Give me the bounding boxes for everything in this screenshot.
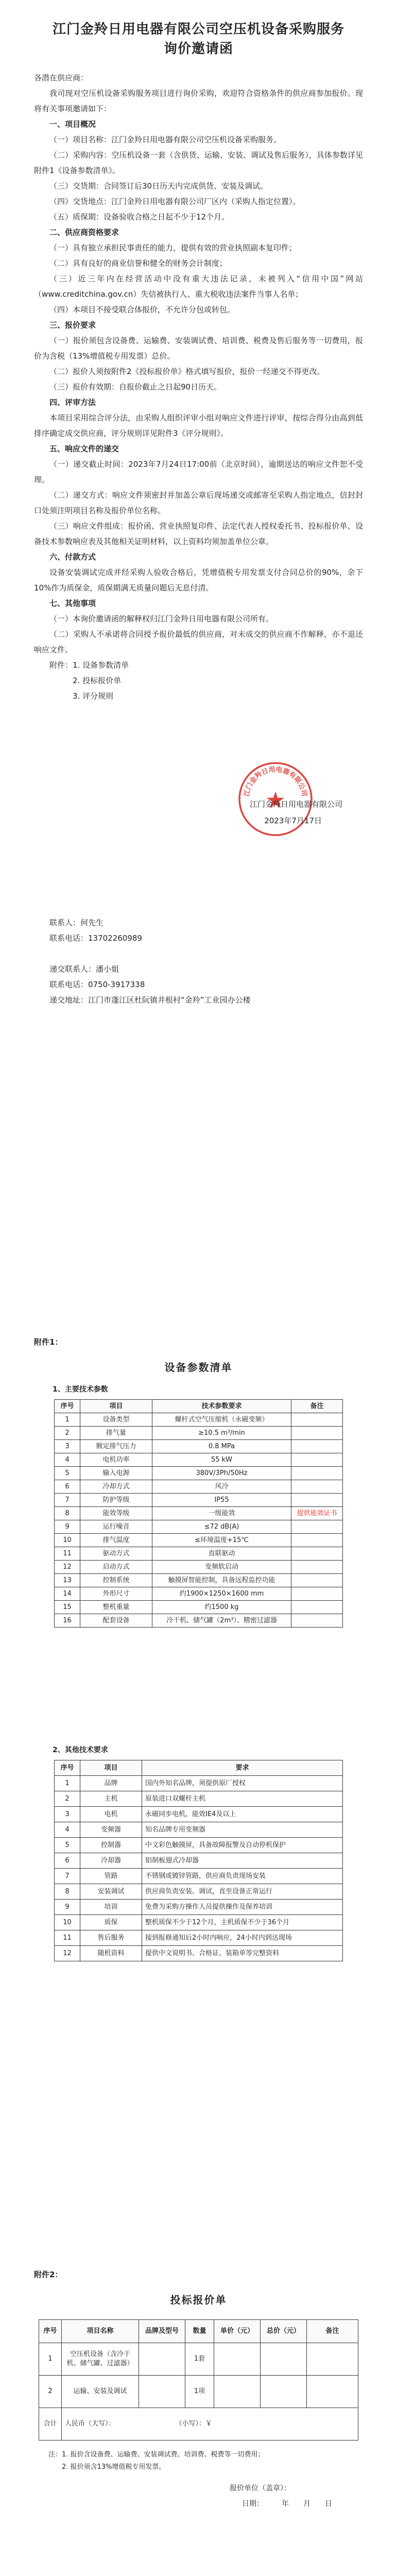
table-cell — [291, 1413, 343, 1427]
table-row — [55, 1822, 343, 1838]
table-cell: 输入电源 — [80, 1467, 152, 1480]
table-cell: 国内外知名品牌，须提供原厂授权 — [142, 1776, 343, 1791]
table-head — [55, 1760, 343, 1776]
attachment-item: 3. 评分规则 — [73, 691, 114, 701]
table-row — [55, 1427, 343, 1440]
table-cell: 8 — [55, 1507, 80, 1520]
table-header-cell: 序号 — [55, 1760, 80, 1776]
letter-body — [34, 86, 363, 657]
table-cell: 4 — [55, 1453, 80, 1467]
note-line: 注：1. 报价含设备费、运输费、安装调试费、培训费、税费等一切费用； — [48, 2451, 265, 2459]
table-cell: 接到报修通知后2小时内响应，24小时内到达现场 — [142, 1930, 343, 1946]
table-cell: 触摸屏智能控制，具备远程监控功能 — [152, 1574, 291, 1587]
table-cell: 0.8 MPa — [152, 1440, 291, 1453]
table-header-cell: 品牌及型号 — [139, 2320, 185, 2343]
table-cell: 10 — [55, 1915, 80, 1930]
table-cell: 1套 — [185, 2343, 214, 2376]
table-cell: 排气温度 — [80, 1534, 152, 1547]
table-cell: 培训 — [80, 1900, 142, 1915]
paragraph: （一）报价须包含设备费、运输费、安装调试费、培训费、税费及售后服务等一切费用，报价为含税（13%增值税专用发票）总价。 — [34, 336, 363, 361]
table-cell: 免费为采购方操作人员提供操作及保养培训 — [142, 1900, 343, 1915]
table-header-cell: 要求 — [142, 1760, 343, 1776]
annex-1-page — [0, 1334, 397, 1628]
table-cell: 7 — [55, 1494, 80, 1507]
table-row — [55, 1614, 343, 1628]
table-cell: 永磁同步电机，能效IE4及以上 — [142, 1807, 343, 1822]
paragraph: （三）报价有效期：自报价截止之日起90日历天。 — [49, 382, 222, 392]
paragraph: （三）响应文件组成：报价函、营业执照复印件、法定代表人授权委托书、投标报价单、设备技术参数响应表及其他相关证明材料，以上资料均须加盖单位公章。 — [34, 521, 363, 546]
table-row — [55, 1791, 343, 1807]
issuer-name: 江门金羚日用电器有限公司 — [249, 800, 342, 809]
table-row — [55, 1494, 343, 1507]
note-line: 2. 报价须含13%增值税专用发票。 — [48, 2463, 166, 2471]
issue-date: 2023年7月17日 — [264, 816, 322, 825]
table-cell: 电机功率 — [80, 1453, 152, 1467]
table-cell: 变频器 — [80, 1822, 142, 1838]
table-cell: 约1500 kg — [152, 1601, 291, 1614]
paragraph: （四）本项目不接受联合体报价，不允许分包或转包。 — [49, 305, 235, 314]
table-header-cell: 数量 — [185, 2320, 214, 2343]
table-header-cell: 技术参数要求 — [152, 1400, 291, 1413]
table-cell: 电机 — [80, 1807, 142, 1822]
table-cell: ≤环境温度+15℃ — [152, 1534, 291, 1547]
table-cell: 380V/3Ph/50Hz — [152, 1467, 291, 1480]
table-cell: 1项 — [185, 2376, 214, 2408]
section-subtitle: 1、主要技术参数 — [53, 1385, 108, 1394]
section-heading: 七、其他事项 — [49, 599, 96, 608]
table-cell: 中文彩色触摸屏，具备故障报警及自动停机保护 — [142, 1838, 343, 1853]
quotation-signature — [34, 2481, 332, 2512]
document-title — [34, 20, 363, 59]
table-cell — [261, 2343, 307, 2376]
table-cell — [307, 2376, 358, 2408]
table-cell — [307, 2343, 358, 2376]
table-cell: 能效等级 — [80, 1507, 152, 1520]
table-cell: 直联驱动 — [152, 1547, 291, 1561]
table-row — [55, 1869, 343, 1884]
table-row — [55, 1561, 343, 1574]
table-cell — [214, 2343, 261, 2376]
table-header-cell: 项目 — [80, 1760, 142, 1776]
table-head — [39, 2320, 358, 2343]
table-row — [55, 1807, 343, 1822]
table-cell: 12 — [55, 1946, 80, 1961]
table-cell: 10 — [55, 1534, 80, 1547]
paragraph: （二）采购人不承诺将合同授予报价最低的供应商，对未成交的供应商不作解释，亦不退还响应文件。 — [34, 630, 363, 654]
annex-2-page — [0, 2267, 397, 2512]
contact-group — [34, 915, 363, 946]
annex-1-continued — [0, 1736, 397, 1961]
table-cell: 一级能效 — [152, 1507, 291, 1520]
annex-title: 投标报价单 — [170, 2294, 227, 2306]
table-cell — [291, 1561, 343, 1574]
section-subtitle: 2、其他技术要求 — [53, 1746, 108, 1754]
table-row — [39, 2343, 358, 2376]
paragraph: （二）采购内容：空压机设备一套（含供货、运输、安装、调试及售后服务），具体参数详见附件1《设备参数清单》。 — [34, 150, 363, 175]
table-row — [55, 1534, 343, 1547]
table-row — [55, 1915, 343, 1930]
paragraph: （三）近三年内在经营活动中没有重大违法记录，未被列入“信用中国”网站（www.creditchina.gov.cn）失信被执行人、重大税收违法案件当事人名单； — [34, 274, 363, 299]
attachments — [34, 657, 363, 704]
table-row — [55, 1467, 343, 1480]
table-cell: 空压机设备（含冷干机、储气罐、过滤器） — [62, 2343, 139, 2376]
table-cell: 冷却方式 — [80, 1480, 152, 1494]
table-cell: 13 — [55, 1574, 80, 1587]
paragraph: （三）交货期：合同签订后30日历天内完成供货、安装及调试。 — [49, 181, 268, 191]
table-cell: 防护等级 — [80, 1494, 152, 1507]
table-cell: 随机资料 — [80, 1946, 142, 1961]
table-cell: 主机 — [80, 1791, 142, 1807]
table-cell: 提供中文说明书、合格证、装箱单等完整资料 — [142, 1946, 343, 1961]
total-row — [39, 2408, 358, 2441]
table-cell: 2 — [55, 1791, 80, 1807]
quotation-notes — [48, 2449, 363, 2473]
table-cell: 冷干机、储气罐（2m³）、精密过滤器 — [152, 1614, 291, 1628]
table-cell: 售后服务 — [80, 1930, 142, 1946]
table-header-cell: 序号 — [39, 2320, 62, 2343]
table-cell: 变频软启动 — [152, 1561, 291, 1574]
table-cell: 9 — [55, 1520, 80, 1534]
table-cell — [291, 1427, 343, 1440]
table-cell: 螺杆式空气压缩机（永磁变频） — [152, 1413, 291, 1427]
paragraph: （一）具有独立承担民事责任的能力，提供有效的营业执照副本复印件； — [49, 243, 297, 252]
section-heading: 六、付款方式 — [49, 552, 96, 562]
table-cell — [291, 1601, 343, 1614]
attachment-item: 2. 投标报价单 — [73, 676, 122, 685]
table-row — [55, 1453, 343, 1467]
table-header-row — [55, 1400, 343, 1413]
title-line-2: 询价邀请函 — [163, 41, 233, 57]
table-cell — [291, 1494, 343, 1507]
table-cell: 1 — [39, 2343, 62, 2376]
table-cell: 12 — [55, 1561, 80, 1574]
section-heading: 二、供应商资格要求 — [49, 228, 119, 237]
table-cell: 知名品牌专用变频器 — [142, 1822, 343, 1838]
table-cell: 管路 — [80, 1869, 142, 1884]
table-cell: ≤72 dB(A) — [152, 1520, 291, 1534]
quotation-table — [39, 2319, 358, 2441]
table-cell — [291, 1520, 343, 1534]
table-cell: 8 — [55, 1884, 80, 1900]
seal-text: 江门金羚日用电器有限公司 — [243, 766, 308, 798]
table-cell: 冷却器 — [80, 1853, 142, 1869]
table-cell: 55 kW — [152, 1453, 291, 1467]
paragraph: （二）具有良好的商业信誉和健全的财务会计制度； — [49, 259, 228, 268]
paragraph: 我司现对空压机设备采购服务项目进行询价采购，欢迎符合资格条件的供应商参加报价。现将有关事项邀请如下： — [34, 89, 363, 113]
table-row — [55, 1520, 343, 1534]
table-cell — [291, 1534, 343, 1547]
paragraph: 设备安装调试完成并经采购人验收合格后，凭增值税专用发票支付合同总价的90%，余下10%作为质保金，质保期满无质量问题后无息付清。 — [34, 568, 363, 592]
table-cell: 原装进口双螺杆主机 — [142, 1791, 343, 1807]
section-heading: 三、报价要求 — [49, 320, 96, 330]
table-cell: ≥10.5 m³/min — [152, 1427, 291, 1440]
total-label: 合计 — [39, 2408, 62, 2441]
table-row — [55, 1587, 343, 1601]
table-cell: 运输、安装及调试 — [62, 2376, 139, 2408]
table-cell: 控制系统 — [80, 1574, 152, 1587]
table-cell: 9 — [55, 1900, 80, 1915]
table-cell — [261, 2376, 307, 2408]
table-row — [55, 1440, 343, 1453]
table-cell: 供应商负责安装、调试，直至设备正常运行 — [142, 1884, 343, 1900]
table-header-cell: 项目 — [80, 1400, 152, 1413]
table-head — [55, 1400, 343, 1413]
table-cell: 风冷 — [152, 1480, 291, 1494]
total-amount: 人民币（大写）： （小写）：￥ — [62, 2408, 358, 2441]
attachment-item: 1. 设备参数清单 — [73, 660, 129, 670]
paragraph: （四）交货地点：江门金羚日用电器有限公司厂区内（采购人指定位置）。 — [49, 197, 301, 206]
section-heading: 一、项目概况 — [49, 120, 96, 129]
table-cell: 15 — [55, 1601, 80, 1614]
table-cell: 6 — [55, 1853, 80, 1869]
table-cell: IP55 — [152, 1494, 291, 1507]
table-cell: 配套设备 — [80, 1614, 152, 1628]
paragraph: （一）本询价邀请函的解释权归江门金羚日用电器有限公司所有。 — [49, 614, 274, 623]
table-row — [39, 2376, 358, 2408]
table-cell: 提供能效证书 — [291, 1507, 343, 1520]
table-header-row — [39, 2320, 358, 2343]
table-cell — [139, 2343, 185, 2376]
table-cell: 5 — [55, 1838, 80, 1853]
table-cell: 约1900×1250×1600 mm — [152, 1587, 291, 1601]
table-row — [55, 1776, 343, 1791]
table-cell: 运行噪音 — [80, 1520, 152, 1534]
table-cell: 1 — [55, 1776, 80, 1791]
table-cell: 16 — [55, 1614, 80, 1628]
table-cell: 安装调试 — [80, 1884, 142, 1900]
requirement-table — [54, 1760, 343, 1961]
table-cell — [291, 1587, 343, 1601]
table-header-row — [55, 1760, 343, 1776]
table-header-cell: 备注 — [291, 1400, 343, 1413]
table-cell: 设备类型 — [80, 1413, 152, 1427]
table-cell: 3 — [55, 1807, 80, 1822]
contact-info — [34, 915, 363, 1008]
table-cell — [291, 1467, 343, 1480]
table-cell — [291, 1440, 343, 1453]
table-cell: 5 — [55, 1467, 80, 1480]
table-row — [55, 1413, 343, 1427]
table-body — [55, 1776, 343, 1961]
table-row — [55, 1480, 343, 1494]
table-cell: 质保 — [80, 1915, 142, 1930]
signature-block — [34, 760, 363, 848]
signer-label: 报价单位（盖章）： — [230, 2484, 291, 2493]
table-cell: 排气量 — [80, 1427, 152, 1440]
table-cell — [291, 1614, 343, 1628]
table-cell: 驱动方式 — [80, 1547, 152, 1561]
table-cell: 11 — [55, 1547, 80, 1561]
table-row — [55, 1900, 343, 1915]
title-line-1: 江门金羚日用电器有限公司空压机设备采购服务 — [52, 22, 344, 37]
parameter-table — [54, 1399, 343, 1628]
paragraph: （一）递交截止时间：2023年7月24日17:00前（北京时间），逾期送达的响应文件恕不受理。 — [34, 460, 363, 484]
table-cell: 额定排气压力 — [80, 1440, 152, 1453]
table-cell: 3 — [55, 1440, 80, 1453]
annex-title: 设备参数清单 — [164, 1361, 233, 1374]
table-cell: 7 — [55, 1869, 80, 1884]
table-row — [55, 1930, 343, 1946]
table-cell: 整机重量 — [80, 1601, 152, 1614]
table-cell — [291, 1574, 343, 1587]
annex-label: 附件1： — [34, 1337, 63, 1347]
table-cell: 1 — [55, 1413, 80, 1427]
table-cell: 控制器 — [80, 1838, 142, 1853]
table-cell: 品牌 — [80, 1776, 142, 1791]
table-cell: 2 — [55, 1427, 80, 1440]
contact-line: 联系电话：0750-3917338 — [49, 980, 145, 989]
table-cell: 14 — [55, 1587, 80, 1601]
table-body — [39, 2343, 358, 2441]
sign-date-label: 日期： 年 月 日 — [242, 2500, 332, 2508]
paragraph: （二）报价人须按附件2《投标报价单》格式填写报价，报价一经递交不得更改。 — [49, 367, 325, 376]
table-row — [55, 1946, 343, 1961]
letter-page — [0, 0, 397, 1023]
table-row — [55, 1884, 343, 1900]
attachments-list — [73, 657, 129, 704]
paragraph: （二）递交方式：响应文件须密封并加盖公章后现场递交或邮寄至采购人指定地点，信封封口处须注明项目名称及报价单位名称。 — [34, 490, 363, 515]
paragraph: （一）项目名称：江门金羚日用电器有限公司空压机设备采购服务。 — [49, 135, 282, 144]
attachments-label: 附件： — [49, 660, 73, 670]
table-cell: 2 — [39, 2376, 62, 2408]
table-body — [55, 1413, 343, 1628]
table-row — [55, 1547, 343, 1561]
table-cell — [139, 2376, 185, 2408]
contact-line: 联系电话：13702260989 — [49, 934, 142, 943]
section-heading: 四、评审方法 — [49, 398, 96, 407]
table-row — [55, 1853, 343, 1869]
table-cell: 启动方式 — [80, 1561, 152, 1574]
table-row — [55, 1838, 343, 1853]
table-row — [55, 1574, 343, 1587]
table-cell — [291, 1453, 343, 1467]
table-cell — [291, 1547, 343, 1561]
table-header-cell: 备注 — [307, 2320, 358, 2343]
table-header-cell: 项目名称 — [62, 2320, 139, 2343]
table-header-cell: 总价（元） — [261, 2320, 307, 2343]
table-cell: 不锈钢或镀锌管路，供应商负责现场安装 — [142, 1869, 343, 1884]
table-cell — [291, 1480, 343, 1494]
table-cell: 11 — [55, 1930, 80, 1946]
paragraph: 本项目采用综合评分法，由采购人组织评审小组对响应文件进行评审，按综合得分由高到低排序确定成交供应商，评分规则详见附件3《评分规则》。 — [34, 413, 363, 438]
table-cell: 铝制板翅式冷却器 — [142, 1853, 343, 1869]
section-heading: 五、响应文件的递交 — [49, 444, 119, 453]
contact-line: 递交地址：江门市蓬江区杜阮镇井根村“金羚”工业园办公楼 — [49, 995, 251, 1005]
table-cell: 外形尺寸 — [80, 1587, 152, 1601]
table-row — [55, 1507, 343, 1520]
table-cell: 整机质保不少于12个月，主机质保不少于36个月 — [142, 1915, 343, 1930]
table-cell: 4 — [55, 1822, 80, 1838]
contact-line: 联系人：何先生 — [49, 918, 104, 927]
salutation: 各潜在供应商： — [34, 73, 89, 82]
table-cell — [214, 2376, 261, 2408]
table-row — [55, 1601, 343, 1614]
table-cell: 6 — [55, 1480, 80, 1494]
contact-group — [34, 961, 363, 1008]
table-header-cell: 单价（元） — [214, 2320, 261, 2343]
annex-label: 附件2： — [34, 2270, 63, 2279]
table-header-cell: 序号 — [55, 1400, 80, 1413]
paragraph: （五）质保期：设备验收合格之日起不少于12个月。 — [49, 212, 230, 222]
contact-line: 递交联系人：潘小姐 — [49, 964, 119, 974]
